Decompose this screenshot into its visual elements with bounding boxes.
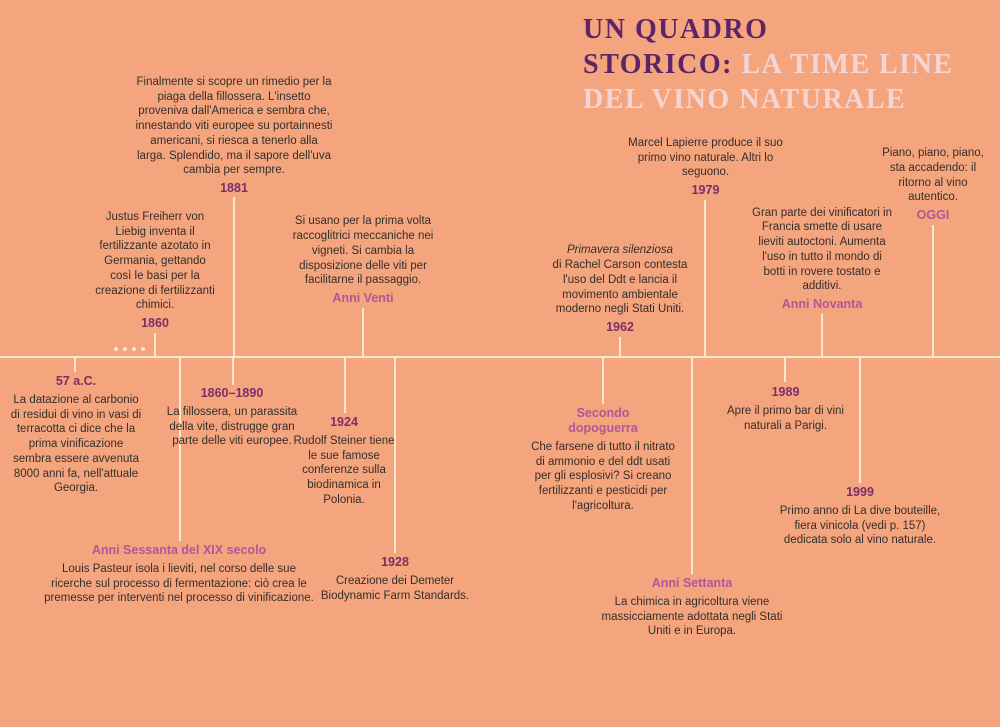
connector-anni-novanta (821, 314, 823, 356)
timeline-axis (0, 356, 1000, 358)
event-text: Louis Pasteur isola i lieviti, nel corso delle sue ricerche sul processo di fermentazione: ciò crea le premesse per interventi nel processo di vinificazione. (44, 563, 314, 605)
connector-anni-venti (362, 308, 364, 356)
event-year-label: 1860–1890 (200, 386, 264, 400)
connector-1979 (704, 200, 706, 356)
event-text: La chimica in agricoltura viene massicciamente adottata negli Stati Uniti e in Europa. (601, 596, 783, 638)
event-year-label: Anni Settanta (651, 576, 733, 590)
connector-57-ac (74, 358, 76, 372)
connector-1860-1890 (232, 358, 234, 385)
timeline-event-1924 (290, 415, 398, 508)
event-text: Rudolf Steiner tiene le sue famose conferenze sulla biodinamica in Polonia. (293, 435, 395, 506)
timeline-event-anni-venti (279, 214, 447, 306)
timeline-event-anni-novanta (751, 206, 893, 312)
event-text: Creazione dei Demeter Biodynamic Farm Standards. (320, 575, 470, 602)
title-line2-light: LA TIME LINE (741, 49, 954, 80)
connector-1881 (233, 197, 235, 356)
connector-1860 (154, 333, 156, 356)
event-text: Marcel Lapierre produce il suo primo vino naturale. Altri lo seguono. (628, 136, 783, 179)
event-text (544, 243, 696, 317)
event-year-label: Anni Sessanta del XIX secolo (91, 543, 267, 557)
timeline-event-secondo-dopoguerra (527, 406, 679, 514)
timeline-break-dot (114, 347, 118, 351)
event-year-label: 1881 (220, 181, 248, 195)
timeline-event-1999 (776, 485, 944, 548)
event-year-label: 1979 (691, 183, 720, 197)
event-year-label: 1989 (771, 385, 800, 399)
event-text: Apre il primo bar di vini naturali a Parigi. (727, 405, 844, 432)
event-text: Piano, piano, piano, sta accadendo: il ritorno al vino autentico. (882, 147, 984, 204)
connector-1989 (784, 358, 786, 382)
event-text: La fillossera, un parassita della vite, distrugge gran parte delle viti europee. (166, 406, 298, 448)
timeline-event-1881 (135, 75, 333, 196)
timeline-break-dot (141, 347, 145, 351)
event-year-label: Secondo dopoguerra (568, 406, 638, 435)
title-line2-dark: STORICO: (583, 49, 733, 80)
title-line3: DEL VINO NATURALE (583, 84, 907, 115)
event-year-label: 1999 (846, 485, 874, 499)
event-text: Si usano per la prima volta raccoglitrici meccaniche nei vigneti. Si cambia la disposizione delle viti per facilitarne il passaggio. (292, 215, 434, 287)
timeline-event-57-ac (8, 374, 144, 496)
timeline-break-dot (132, 347, 136, 351)
title-line1: UN QUADRO (583, 14, 769, 45)
event-text: Justus Freiherr von Liebig inventa il fertilizzante azotato in Germania, gettando così le basi per la creazione di fertilizzanti chimici. (95, 211, 215, 312)
event-text: Finalmente si scopre un rimedio per la piaga della fillossera. L'insetto proveniva dall'America e sembra che, innestando viti europee su portainnesti americani, si riesca a tenerlo alla larga. Splendido, ma il sapore dell'uva cambia per sempre. (135, 76, 333, 177)
timeline-event-anni-settanta (601, 576, 783, 639)
event-year-label: 1962 (606, 320, 634, 334)
event-text: La datazione al carbonio di residui di vino in vasi di terracotta ci dice che la prima vinificazione sembra essere avvenuta 8000 anni fa, nell'attuale Georgia. (10, 394, 142, 495)
timeline-event-oggi (877, 146, 989, 223)
event-text: Che farsene di tutto il nitrato di ammonio e del ddt usati per gli esplosivi? Si creano fertilizzanti e pesticidi per l'agricoltura. (531, 441, 675, 512)
event-year-label: OGGI (916, 208, 950, 222)
event-text-italic: Primavera silenziosa (566, 244, 674, 257)
event-text: Primo anno di La dive bouteille, fiera vinicola (vedi p. 157) dedicata solo al vino naturale. (779, 505, 941, 547)
connector-oggi (932, 225, 934, 356)
page-title (583, 12, 953, 117)
timeline-event-1860 (95, 210, 215, 331)
timeline-event-1860-1890 (162, 386, 302, 449)
timeline-event-1962 (544, 243, 696, 335)
title-line2 (583, 47, 953, 82)
event-text-rest: di Rachel Carson contesta l'uso del Ddt e lancia il movimento ambientale moderno negli Stati Uniti. (552, 259, 688, 316)
event-year-label: Anni Venti (332, 291, 394, 305)
event-year-label: 1928 (381, 555, 409, 569)
event-year-label: 1924 (330, 415, 358, 429)
timeline-event-1979 (623, 136, 788, 198)
event-year-label: Anni Novanta (781, 297, 863, 311)
timeline-event-1989 (708, 385, 863, 433)
event-year-label: 57 a.C. (55, 374, 97, 388)
timeline-event-anni-sessanta (43, 543, 315, 606)
connector-1924 (344, 358, 346, 413)
timeline-break-dot (123, 347, 127, 351)
event-text: Gran parte dei vinificatori in Francia smette di usare lieviti autoctoni. Aumenta l'uso in tutto il mondo di botti in rovere tostato e additivi. (752, 206, 892, 293)
connector-secondo-dopoguerra (602, 358, 604, 404)
connector-anni-settanta (691, 358, 693, 574)
event-year-label: 1860 (141, 316, 169, 330)
timeline-event-1928 (317, 555, 473, 603)
connector-1962 (619, 337, 621, 356)
